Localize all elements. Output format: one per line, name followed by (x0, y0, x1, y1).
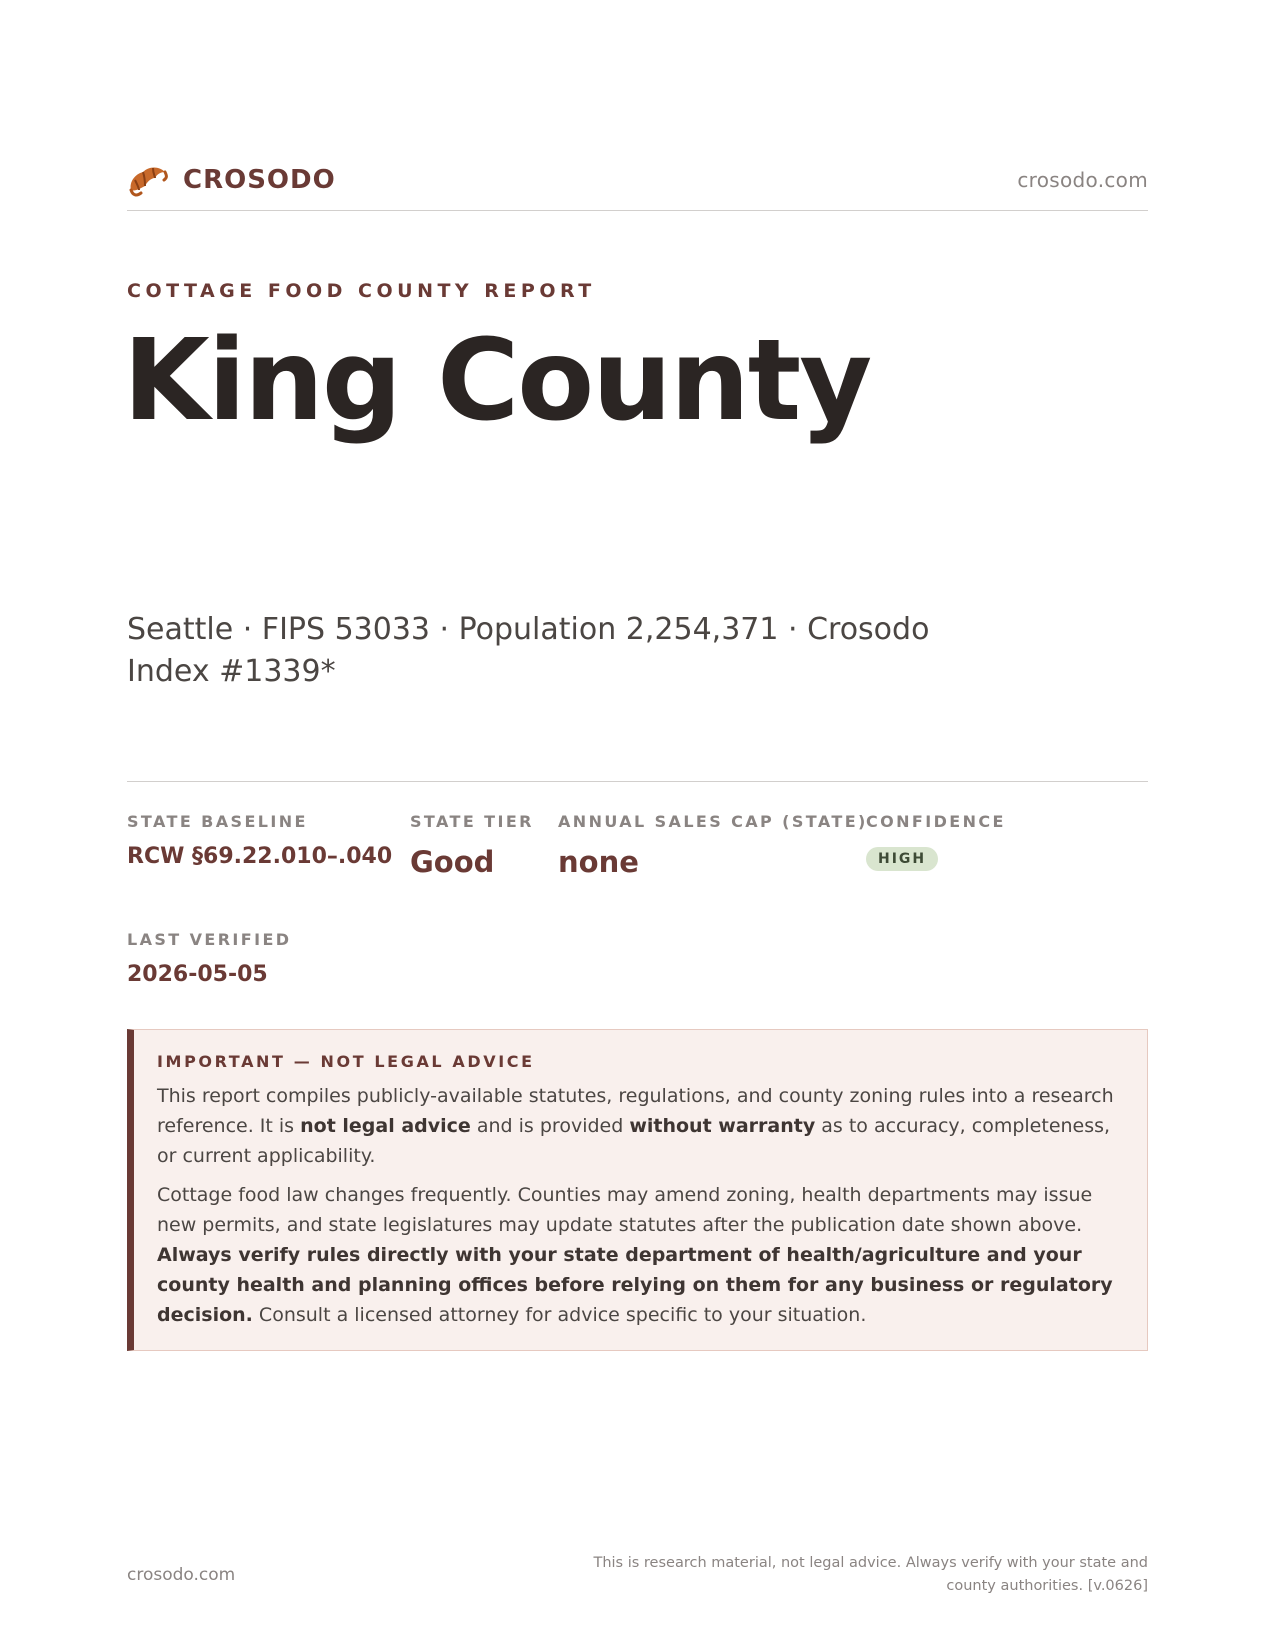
site-link[interactable]: crosodo.com (1017, 168, 1148, 192)
stat-label: ANNUAL SALES CAP (STATE) (558, 812, 868, 831)
stat-state-tier (410, 812, 534, 879)
stat-value: Good (410, 845, 495, 879)
stat-value: RCW §69.22.010–.040 (127, 844, 393, 869)
footer-site-link[interactable]: crosodo.com (127, 1565, 236, 1585)
stat-value: 2026-05-05 (127, 962, 268, 987)
stat-confidence (866, 812, 1006, 871)
confidence-badge: HIGH (866, 847, 938, 871)
stat-last-verified (127, 930, 291, 987)
stat-annual-sales-cap (558, 812, 868, 879)
report-page (123, 0, 1148, 1650)
county-subtitle: Seattle · FIPS 53033 · Population 2,254,371 · Crosodo Index #1339* (127, 612, 930, 689)
footer-disclaimer: This is research material, not legal advice. Always verify with your state and county authorities. [v.0626] (593, 1555, 1148, 1594)
brand-name: CROSODO (183, 165, 336, 195)
croissant-icon (127, 160, 169, 200)
notice-paragraph-1: This report compiles publicly-available statutes, regulations, and county zoning rules into a research reference. It is not legal advice and is provided without warranty as to accuracy, completeness, or current applicability. (157, 1085, 1114, 1167)
stat-label: STATE TIER (410, 812, 534, 831)
stat-state-baseline (127, 812, 392, 869)
stat-label: LAST VERIFIED (127, 930, 292, 949)
notice-paragraph-2: Cottage food law changes frequently. Counties may amend zoning, health departments may issue new permits, and state legislatures may update statutes after the publication date shown above. Always verify rules directly with your state department of health/agriculture and your county health and planning offices before relying on them for any business or regulatory decision. Consult a licensed attorney for advice specific to your situation. (157, 1184, 1113, 1326)
report-eyebrow: COTTAGE FOOD COUNTY REPORT (127, 280, 596, 302)
brand[interactable] (127, 160, 336, 200)
legal-notice (127, 1029, 1148, 1351)
stat-label: CONFIDENCE (866, 812, 1006, 831)
section-divider (127, 781, 1148, 782)
page-header (127, 158, 1148, 211)
page-title: King County (123, 316, 871, 446)
stat-value: none (558, 845, 639, 879)
notice-title: IMPORTANT — NOT LEGAL ADVICE (157, 1052, 535, 1071)
stat-label: STATE BASELINE (127, 812, 308, 831)
